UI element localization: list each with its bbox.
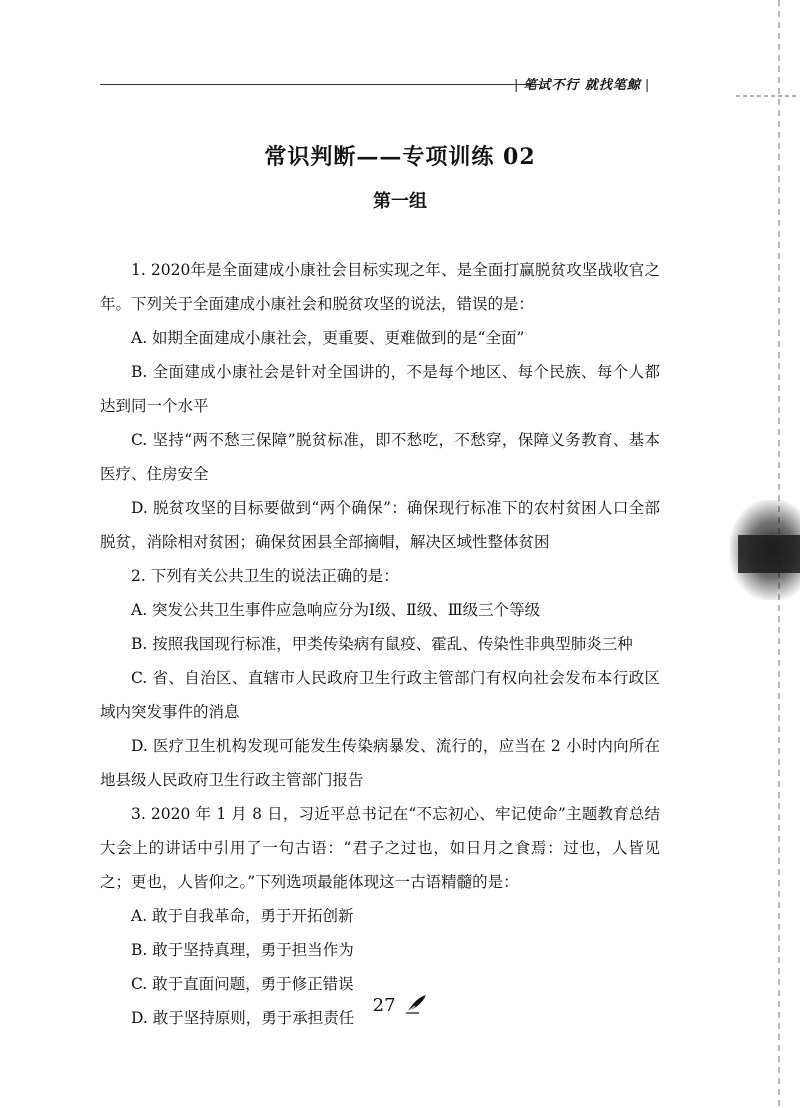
question-1-stem: 1. 2020年是全面建成小康社会目标实现之年、是全面打赢脱贫攻坚战收官之年。下列关于全面建成小康社会和脱贫攻坚的说法，错误的是：: [100, 261, 660, 313]
question-2-option-d: D. 医疗卫生机构发现可能发生传染病暴发、流行的，应当在 2 小时内向所在地县级人民政府卫生行政主管部门报告: [100, 737, 660, 789]
question-1-option-b: B. 全面建成小康社会是针对全国讲的，不是每个地区、每个民族、每个人都达到同一个水平: [100, 363, 660, 415]
question-3-option-d: D. 敢于坚持原则，勇于承担责任: [131, 1009, 355, 1027]
question-1-option-a: A. 如期全面建成小康社会，更重要、更难做到的是“全面”: [131, 329, 525, 347]
question-2-option-a: A. 突发公共卫生事件应急响应分为Ⅰ级、Ⅱ级、Ⅲ级三个等级: [131, 601, 541, 619]
header-slogan: | 笔试不行 就找笔鲸 |: [514, 78, 651, 93]
question-3-option-a: A. 敢于自我革命，勇于开拓创新: [131, 907, 354, 925]
question-1-option-c: C. 坚持“两不愁三保障”脱贫标准，即不愁吃，不愁穿，保障义务教育、基本医疗、住房安全: [100, 431, 660, 483]
pen-nib-icon: [405, 994, 427, 1014]
question-2-option-c: C. 省、自治区、直辖市人民政府卫生行政主管部门有权向社会发布本行政区域内突发事件的消息: [100, 669, 660, 721]
question-body: [100, 253, 660, 1035]
section-subtitle: 第一组: [373, 191, 427, 212]
question-3-stem: 3. 2020 年 1 月 8 日，习近平总书记在“不忘初心、牢记使命”主题教育总结大会上的讲话中引用了一句古语：“君子之过也，如日月之食焉：过也，人皆见之；更也，人皆仰之。”下列选项最能体现这一古语精髓的是：: [100, 805, 660, 891]
header-dashed-rule: [440, 84, 510, 85]
page-number: 27: [372, 995, 396, 1016]
question-3-option-b: B. 敢于坚持真理，勇于担当作为: [131, 941, 354, 959]
question-2-option-b: B. 按照我国现行标准，甲类传染病有鼠疫、霍乱、传染性非典型肺炎三种: [131, 635, 633, 653]
header-slogan-text: 笔试不行 就找笔鲸: [523, 78, 641, 93]
question-3-option-c: C. 敢于直面问题，勇于修正错误: [131, 975, 354, 993]
page-title: 常识判断——专项训练 02: [264, 144, 536, 170]
scan-smudge-band: [738, 535, 800, 573]
page-footer: [0, 994, 800, 1016]
question-2-stem: 2. 下列有关公共卫生的说法正确的是：: [131, 567, 399, 585]
scan-edge-mark: [736, 95, 796, 97]
question-1-option-d: D. 脱贫攻坚的目标要做到“两个确保”：确保现行标准下的农村贫困人口全部脱贫，消除相对贫困；确保贫困县全部摘帽，解决区域性整体贫困: [100, 499, 660, 551]
